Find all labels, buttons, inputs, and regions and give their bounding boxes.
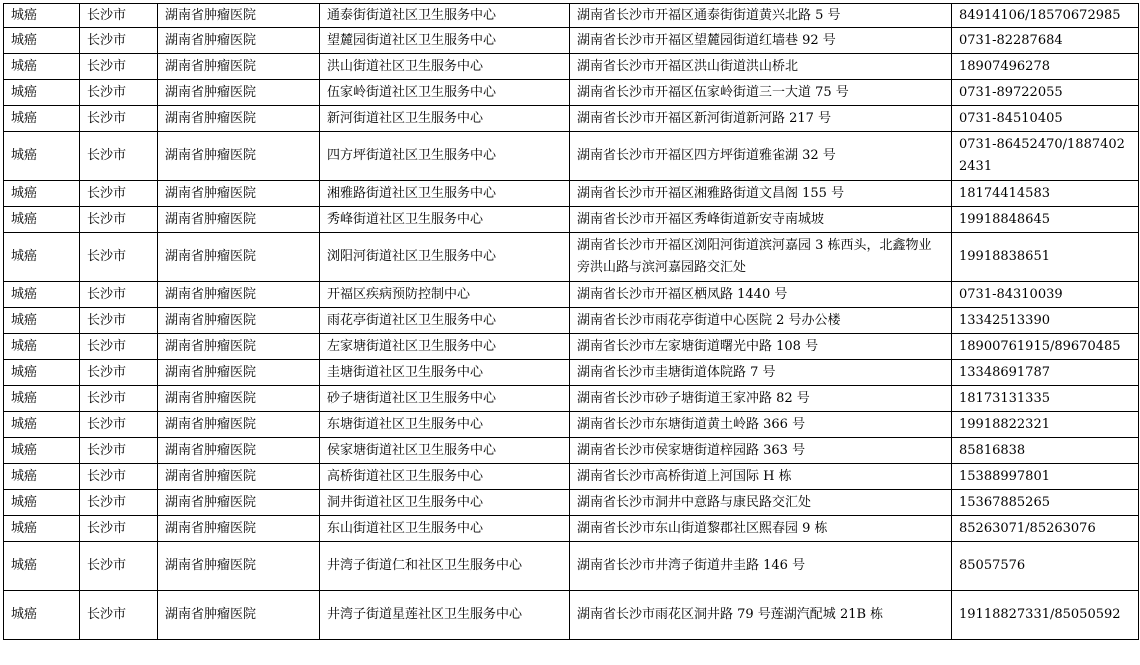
table-row (4, 516, 1139, 542)
table-row (4, 207, 1139, 233)
cell-type: 城癌 (4, 233, 80, 282)
cell-address: 湖南省长沙市砂子塘街道王家冲路 82 号 (570, 386, 952, 412)
cell-phone: 13342513390 (952, 308, 1139, 334)
cell-type: 城癌 (4, 132, 80, 181)
table-row (4, 282, 1139, 308)
cell-type: 城癌 (4, 464, 80, 490)
cell-phone: 19918848645 (952, 207, 1139, 233)
cell-phone: 0731-84310039 (952, 282, 1139, 308)
cell-hospital: 湖南省肿瘤医院 (158, 132, 320, 181)
cell-center: 井湾子街道星莲社区卫生服务中心 (320, 591, 570, 640)
cell-type: 城癌 (4, 542, 80, 591)
cell-city: 长沙市 (80, 591, 158, 640)
screening-sites-table (3, 3, 1139, 640)
cell-address: 湖南省长沙市开福区洪山街道洪山桥北 (570, 54, 952, 80)
cell-center: 伍家岭街道社区卫生服务中心 (320, 80, 570, 106)
cell-address: 湖南省长沙市开福区栖凤路 1440 号 (570, 282, 952, 308)
cell-hospital: 湖南省肿瘤医院 (158, 334, 320, 360)
cell-center: 东塘街道社区卫生服务中心 (320, 412, 570, 438)
cell-hospital: 湖南省肿瘤医院 (158, 490, 320, 516)
cell-city: 长沙市 (80, 132, 158, 181)
cell-phone: 0731-82287684 (952, 28, 1139, 54)
cell-city: 长沙市 (80, 412, 158, 438)
cell-center: 砂子塘街道社区卫生服务中心 (320, 386, 570, 412)
cell-type: 城癌 (4, 438, 80, 464)
cell-city: 长沙市 (80, 28, 158, 54)
cell-address: 湖南省长沙市井湾子街道井圭路 146 号 (570, 542, 952, 591)
cell-type: 城癌 (4, 360, 80, 386)
cell-type: 城癌 (4, 490, 80, 516)
cell-center: 圭塘街道社区卫生服务中心 (320, 360, 570, 386)
cell-type: 城癌 (4, 181, 80, 207)
table-row (4, 233, 1139, 282)
cell-hospital: 湖南省肿瘤医院 (158, 412, 320, 438)
cell-center: 洞井街道社区卫生服务中心 (320, 490, 570, 516)
cell-address: 湖南省长沙市雨花区洞井路 79 号莲湖汽配城 21B 栋 (570, 591, 952, 640)
cell-center: 雨花亭街道社区卫生服务中心 (320, 308, 570, 334)
cell-address: 湖南省长沙市开福区浏阳河街道滨河嘉园 3 栋西头，北鑫物业旁洪山路与滨河嘉园路交汇处 (570, 233, 952, 282)
cell-address: 湖南省长沙市洞井中意路与康民路交汇处 (570, 490, 952, 516)
cell-type: 城癌 (4, 28, 80, 54)
cell-center: 开福区疾病预防控制中心 (320, 282, 570, 308)
cell-city: 长沙市 (80, 207, 158, 233)
cell-center: 四方坪街道社区卫生服务中心 (320, 132, 570, 181)
cell-hospital: 湖南省肿瘤医院 (158, 360, 320, 386)
cell-address: 湖南省长沙市左家塘街道曙光中路 108 号 (570, 334, 952, 360)
cell-address: 湖南省长沙市圭塘街道体院路 7 号 (570, 360, 952, 386)
cell-city: 长沙市 (80, 464, 158, 490)
cell-city: 长沙市 (80, 516, 158, 542)
cell-type: 城癌 (4, 386, 80, 412)
cell-type: 城癌 (4, 106, 80, 132)
cell-phone: 85816838 (952, 438, 1139, 464)
cell-type: 城癌 (4, 207, 80, 233)
table-row (4, 132, 1139, 181)
cell-city: 长沙市 (80, 386, 158, 412)
cell-center: 高桥街道社区卫生服务中心 (320, 464, 570, 490)
cell-city: 长沙市 (80, 308, 158, 334)
cell-address: 湖南省长沙市东塘街道黄土岭路 366 号 (570, 412, 952, 438)
cell-address: 湖南省长沙市开福区新河街道新河路 217 号 (570, 106, 952, 132)
table-row (4, 438, 1139, 464)
cell-address: 湖南省长沙市开福区湘雅路街道文昌阁 155 号 (570, 181, 952, 207)
cell-phone: 18907496278 (952, 54, 1139, 80)
cell-city: 长沙市 (80, 360, 158, 386)
cell-phone: 18900761915/89670485 (952, 334, 1139, 360)
cell-type: 城癌 (4, 591, 80, 640)
cell-phone: 0731-84510405 (952, 106, 1139, 132)
cell-center: 通泰街街道社区卫生服务中心 (320, 4, 570, 28)
cell-hospital: 湖南省肿瘤医院 (158, 233, 320, 282)
cell-hospital: 湖南省肿瘤医院 (158, 516, 320, 542)
table-row (4, 412, 1139, 438)
cell-address: 湖南省长沙市开福区望麓园街道红墙巷 92 号 (570, 28, 952, 54)
cell-type: 城癌 (4, 308, 80, 334)
cell-center: 秀峰街道社区卫生服务中心 (320, 207, 570, 233)
cell-phone: 15388997801 (952, 464, 1139, 490)
cell-city: 长沙市 (80, 233, 158, 282)
table-row (4, 4, 1139, 28)
table-row (4, 591, 1139, 640)
table-row (4, 386, 1139, 412)
cell-center: 东山街道社区卫生服务中心 (320, 516, 570, 542)
table-row (4, 334, 1139, 360)
table-row (4, 464, 1139, 490)
cell-hospital: 湖南省肿瘤医院 (158, 591, 320, 640)
cell-phone: 85263071/85263076 (952, 516, 1139, 542)
table-row (4, 28, 1139, 54)
cell-address: 湖南省长沙市高桥街道上河国际 H 栋 (570, 464, 952, 490)
cell-address: 湖南省长沙市侯家塘街道梓园路 363 号 (570, 438, 952, 464)
cell-city: 长沙市 (80, 490, 158, 516)
cell-type: 城癌 (4, 412, 80, 438)
cell-phone: 0731-86452470/18874022431 (952, 132, 1139, 181)
cell-hospital: 湖南省肿瘤医院 (158, 542, 320, 591)
cell-city: 长沙市 (80, 181, 158, 207)
cell-city: 长沙市 (80, 106, 158, 132)
cell-hospital: 湖南省肿瘤医院 (158, 282, 320, 308)
cell-phone: 18174414583 (952, 181, 1139, 207)
cell-city: 长沙市 (80, 542, 158, 591)
cell-address: 湖南省长沙市开福区通泰街街道黄兴北路 5 号 (570, 4, 952, 28)
table-row (4, 360, 1139, 386)
cell-type: 城癌 (4, 54, 80, 80)
table-row (4, 308, 1139, 334)
cell-hospital: 湖南省肿瘤医院 (158, 28, 320, 54)
cell-address: 湖南省长沙市东山街道黎郡社区熙春园 9 栋 (570, 516, 952, 542)
cell-address: 湖南省长沙市开福区四方坪街道雅雀湖 32 号 (570, 132, 952, 181)
cell-hospital: 湖南省肿瘤医院 (158, 308, 320, 334)
table-row (4, 106, 1139, 132)
cell-phone: 19918822321 (952, 412, 1139, 438)
cell-center: 洪山街道社区卫生服务中心 (320, 54, 570, 80)
cell-address: 湖南省长沙市雨花亭街道中心医院 2 号办公楼 (570, 308, 952, 334)
cell-city: 长沙市 (80, 334, 158, 360)
cell-city: 长沙市 (80, 4, 158, 28)
cell-type: 城癌 (4, 80, 80, 106)
cell-phone: 15367885265 (952, 490, 1139, 516)
cell-phone: 84914106/18570672985 (952, 4, 1139, 28)
table-row (4, 542, 1139, 591)
table-row (4, 181, 1139, 207)
table-row (4, 54, 1139, 80)
cell-city: 长沙市 (80, 282, 158, 308)
table-body (4, 4, 1139, 640)
cell-phone: 13348691787 (952, 360, 1139, 386)
table-row (4, 490, 1139, 516)
cell-phone: 18173131335 (952, 386, 1139, 412)
cell-hospital: 湖南省肿瘤医院 (158, 4, 320, 28)
cell-center: 湘雅路街道社区卫生服务中心 (320, 181, 570, 207)
cell-hospital: 湖南省肿瘤医院 (158, 464, 320, 490)
cell-center: 新河街道社区卫生服务中心 (320, 106, 570, 132)
cell-phone: 19918838651 (952, 233, 1139, 282)
cell-type: 城癌 (4, 282, 80, 308)
cell-hospital: 湖南省肿瘤医院 (158, 207, 320, 233)
table-row (4, 80, 1139, 106)
cell-center: 侯家塘街道社区卫生服务中心 (320, 438, 570, 464)
cell-type: 城癌 (4, 334, 80, 360)
cell-hospital: 湖南省肿瘤医院 (158, 80, 320, 106)
cell-hospital: 湖南省肿瘤医院 (158, 181, 320, 207)
cell-phone: 19118827331/85050592 (952, 591, 1139, 640)
cell-center: 望麓园街道社区卫生服务中心 (320, 28, 570, 54)
cell-center: 浏阳河街道社区卫生服务中心 (320, 233, 570, 282)
cell-type: 城癌 (4, 516, 80, 542)
cell-center: 井湾子街道仁和社区卫生服务中心 (320, 542, 570, 591)
cell-phone: 85057576 (952, 542, 1139, 591)
cell-hospital: 湖南省肿瘤医院 (158, 106, 320, 132)
cell-address: 湖南省长沙市开福区秀峰街道新安寺南城坡 (570, 207, 952, 233)
cell-address: 湖南省长沙市开福区伍家岭街道三一大道 75 号 (570, 80, 952, 106)
cell-type: 城癌 (4, 4, 80, 28)
cell-hospital: 湖南省肿瘤医院 (158, 54, 320, 80)
cell-city: 长沙市 (80, 80, 158, 106)
cell-hospital: 湖南省肿瘤医院 (158, 438, 320, 464)
cell-center: 左家塘街道社区卫生服务中心 (320, 334, 570, 360)
cell-hospital: 湖南省肿瘤医院 (158, 386, 320, 412)
cell-phone: 0731-89722055 (952, 80, 1139, 106)
cell-city: 长沙市 (80, 438, 158, 464)
cell-city: 长沙市 (80, 54, 158, 80)
